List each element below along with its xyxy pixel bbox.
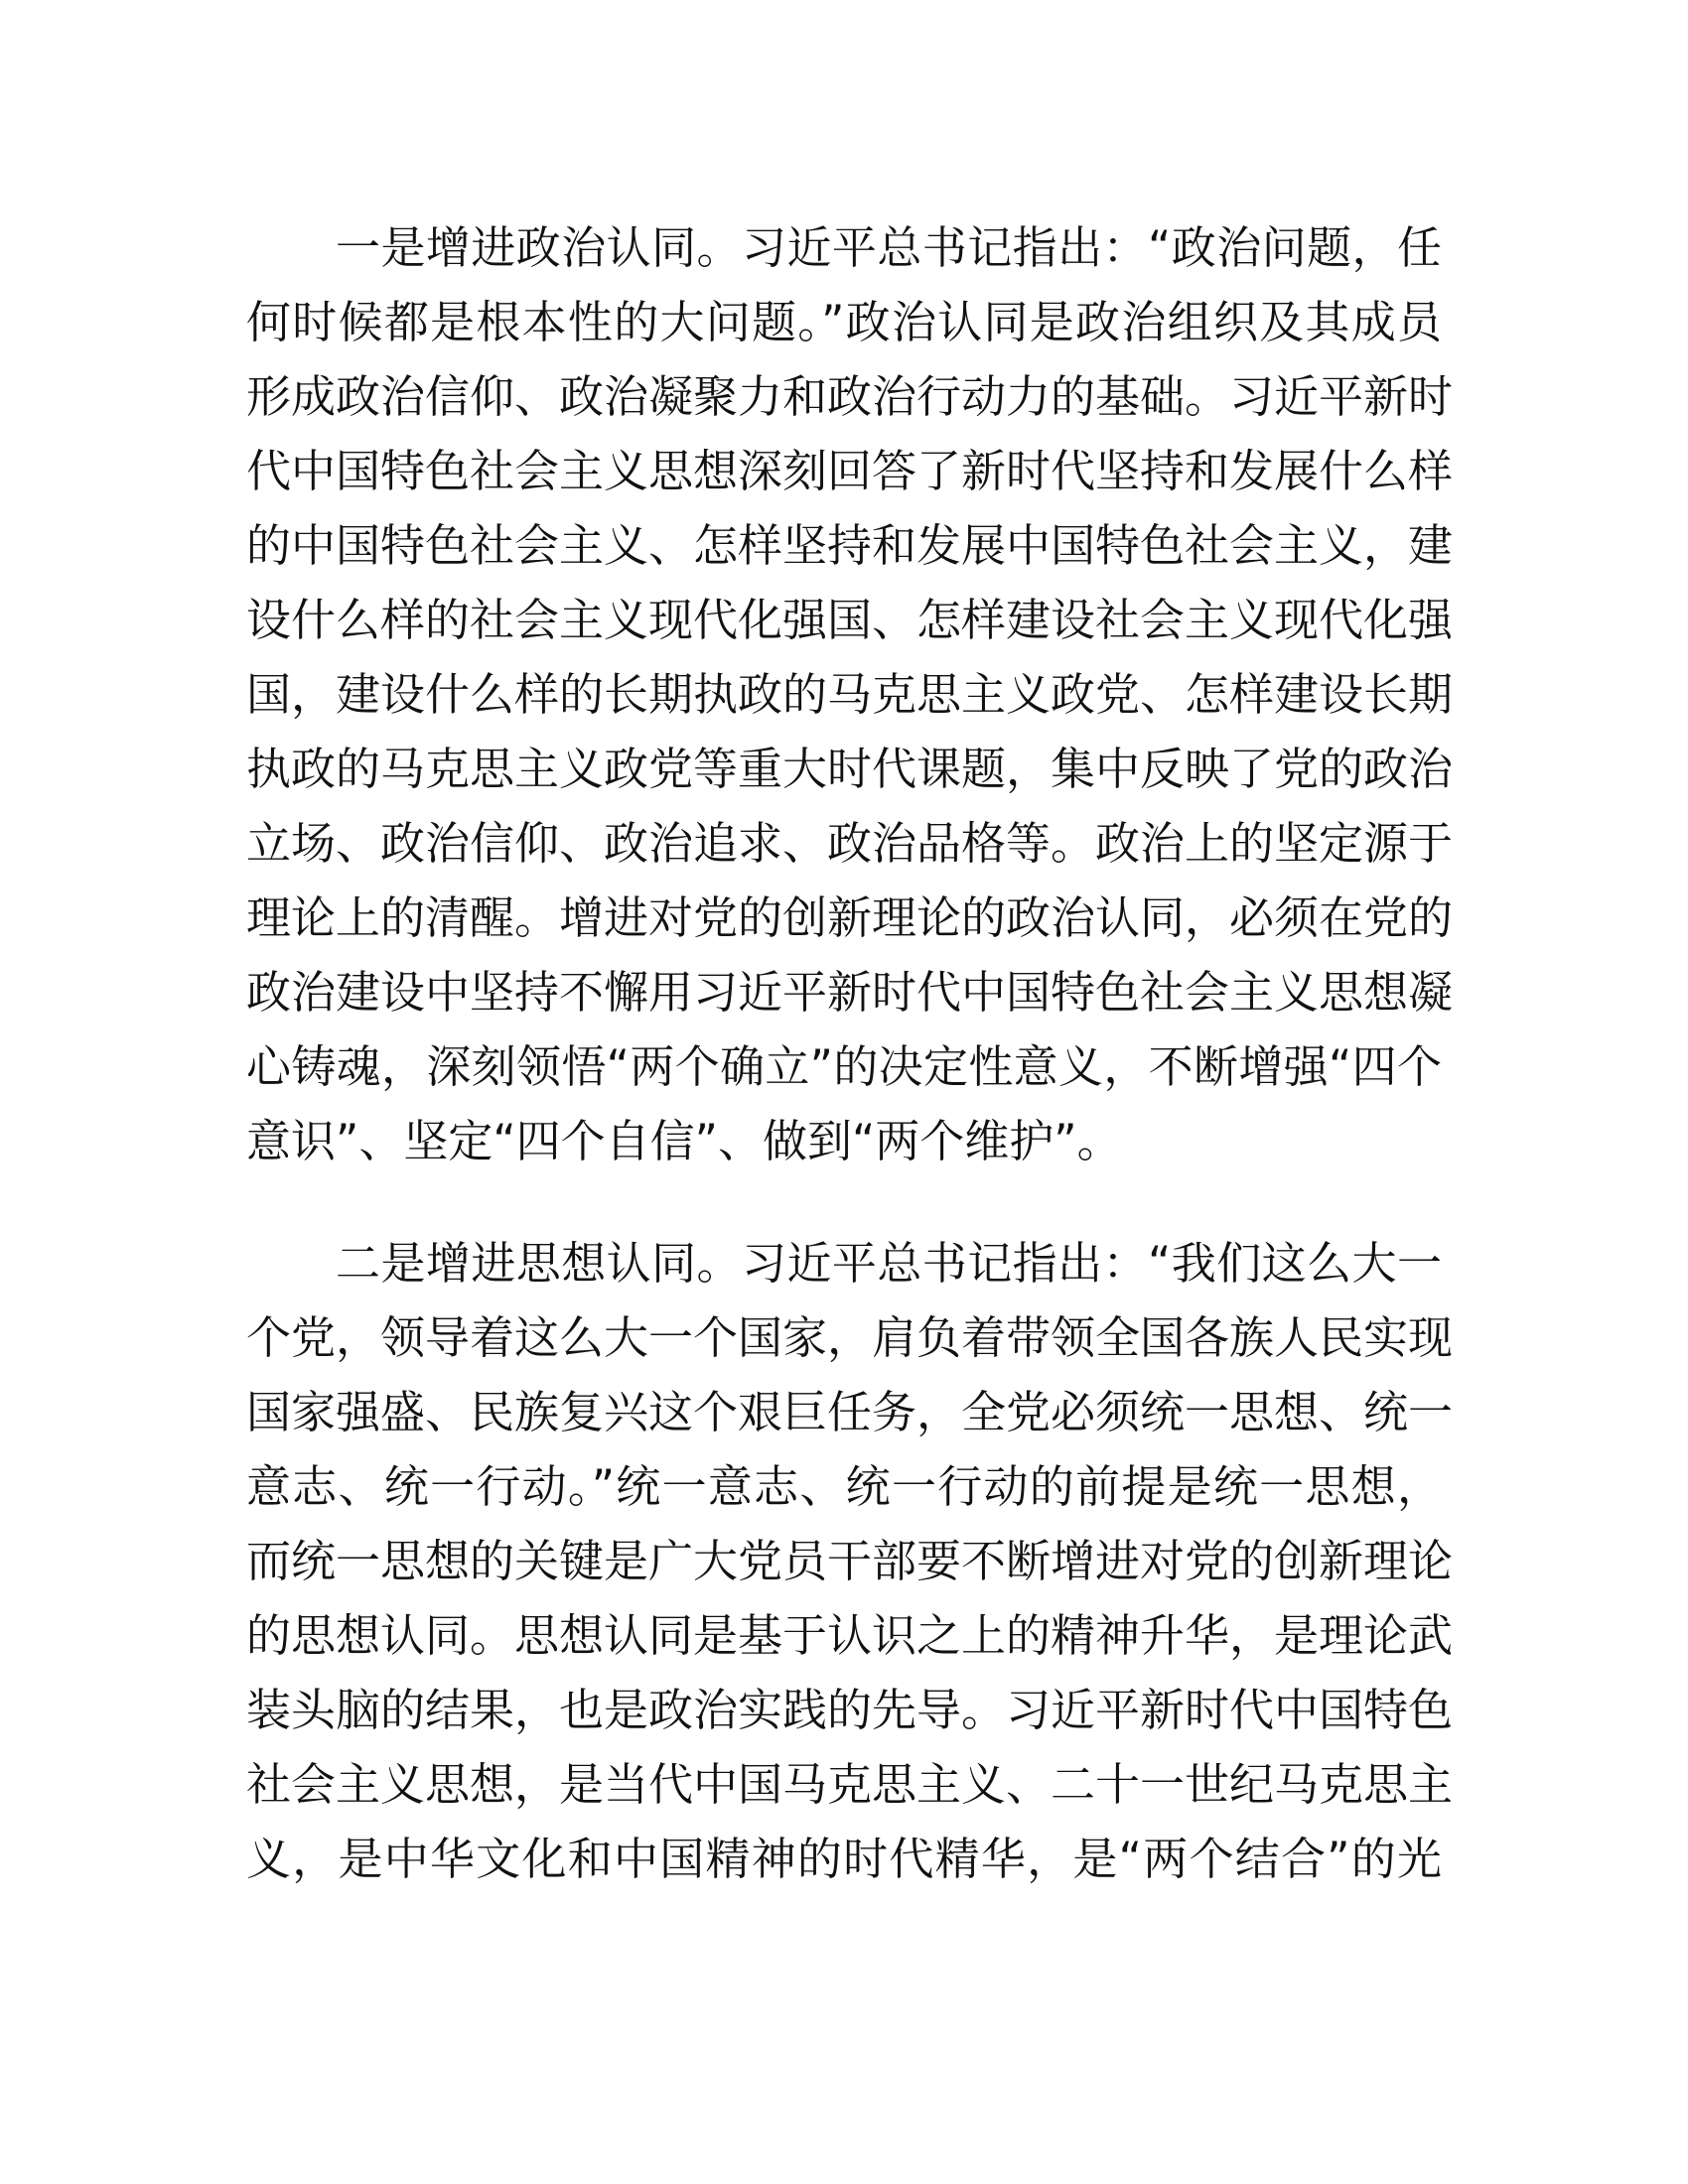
text-line: 义，是中华文化和中国精神的时代精华，是“两个结合”的光 xyxy=(246,1833,1442,1885)
text-line: 理论上的清醒。增进对党的创新理论的政治认同，必须在党的 xyxy=(246,891,1454,944)
text-line: 代中国特色社会主义思想深刻回答了新时代坚持和发展什么样 xyxy=(246,445,1454,497)
paragraph-political-identity xyxy=(246,220,1454,1188)
text-line: 装头脑的结果，也是政治实践的先导。习近平新时代中国特色 xyxy=(246,1684,1454,1736)
text-line: 政治建设中坚持不懈用习近平新时代中国特色社会主义思想凝 xyxy=(246,966,1454,1019)
text-line: 社会主义思想，是当代中国马克思主义、二十一世纪马克思主 xyxy=(246,1758,1454,1811)
text-line: 设什么样的社会主义现代化强国、怎样建设社会主义现代化强 xyxy=(246,594,1454,646)
text-line: 何时候都是根本性的大问题。”政治认同是政治组织及其成员 xyxy=(246,296,1442,348)
text-line: 心铸魂，深刻领悟“两个确立”的决定性意义，不断增强“四个 xyxy=(246,1040,1442,1093)
text-line: 意志、统一行动。”统一意志、统一行动的前提是统一思想， xyxy=(246,1460,1442,1513)
text-line: 二是增进思想认同。习近平总书记指出：“我们这么大一 xyxy=(336,1237,1442,1290)
text-line: 形成政治信仰、政治凝聚力和政治行动力的基础。习近平新时 xyxy=(246,370,1454,423)
paragraph-ideological-identity xyxy=(246,1236,1454,1906)
text-line: 国家强盛、民族复兴这个艰巨任务，全党必须统一思想、统一 xyxy=(246,1386,1454,1438)
text-line: 一是增进政治认同。习近平总书记指出：“政治问题，任 xyxy=(336,221,1442,274)
text-line: 国，建设什么样的长期执政的马克思主义政党、怎样建设长期 xyxy=(246,668,1454,721)
text-line: 意识”、坚定“四个自信”、做到“两个维护”。 xyxy=(246,1115,1122,1167)
text-line: 立场、政治信仰、政治追求、政治品格等。政治上的坚定源于 xyxy=(246,817,1454,870)
text-line: 执政的马克思主义政党等重大时代课题，集中反映了党的政治 xyxy=(246,743,1454,795)
text-line: 而统一思想的关键是广大党员干部要不断增进对党的创新理论 xyxy=(246,1535,1454,1587)
text-line: 个党，领导着这么大一个国家，肩负着带领全国各族人民实现 xyxy=(246,1311,1454,1364)
text-line: 的中国特色社会主义、怎样坚持和发展中国特色社会主义，建 xyxy=(246,519,1454,572)
text-line: 的思想认同。思想认同是基于认识之上的精神升华，是理论武 xyxy=(246,1609,1454,1662)
